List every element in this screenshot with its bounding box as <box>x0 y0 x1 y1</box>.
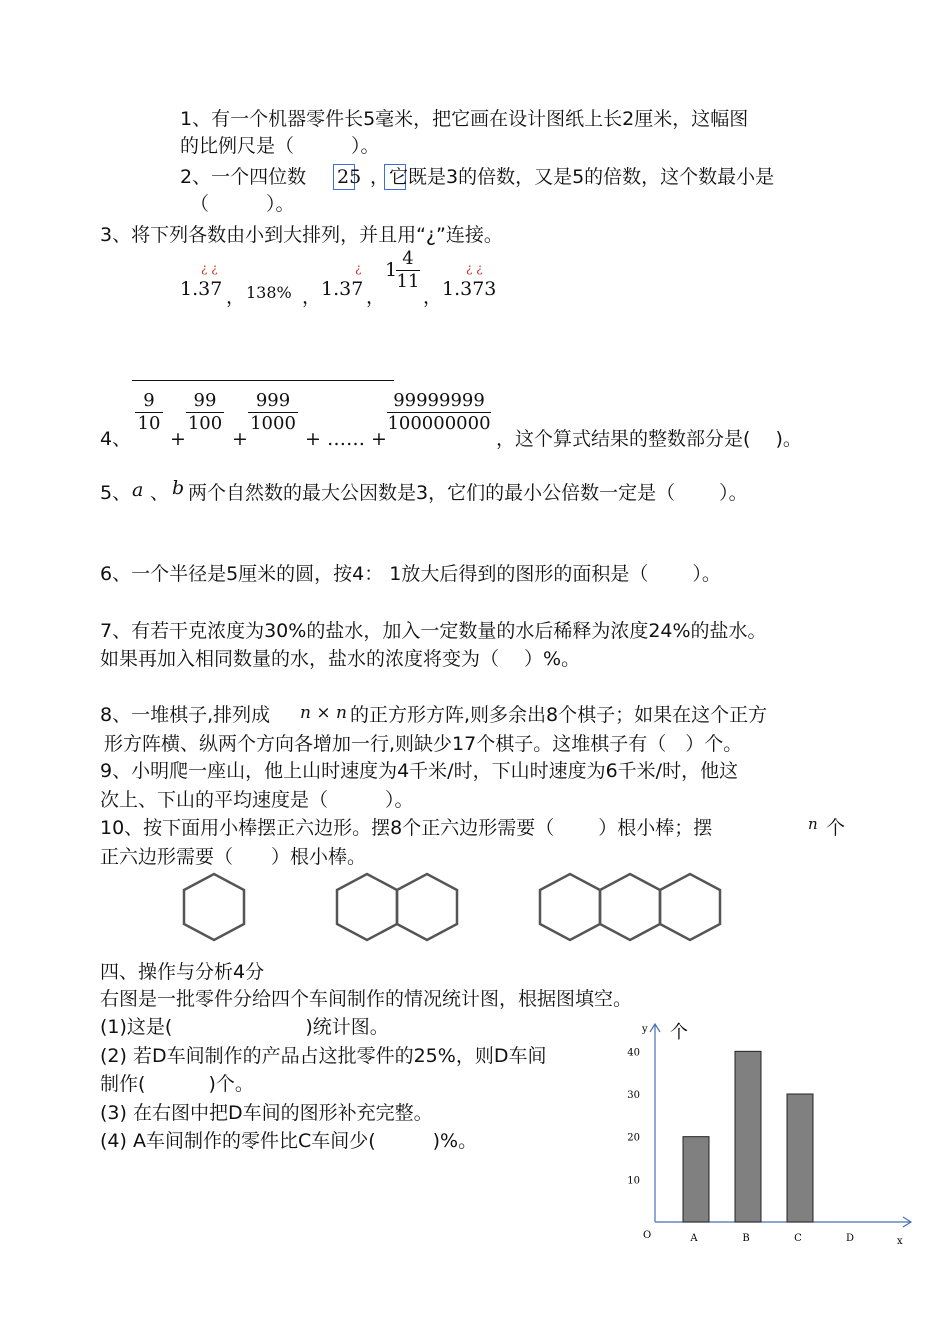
q4-frac-3 <box>248 390 298 435</box>
answer-line <box>132 380 394 381</box>
q3-item3: 1.37 <box>321 278 364 300</box>
q5-sep: 、 <box>150 482 170 504</box>
q3-mixed-den: 11 <box>396 271 420 292</box>
y-tick-label: 10 <box>627 1175 640 1187</box>
x-tick-label: B <box>742 1233 750 1244</box>
q3-item4-dots: ¿ ¿ <box>466 261 483 275</box>
section4-title: 四、操作与分析4分 <box>100 961 265 983</box>
q4-frac-2 <box>186 390 224 435</box>
section4-s1: (1)这是( )统计图。 <box>100 1016 389 1038</box>
hexagon-2b <box>397 874 457 940</box>
q3-mixed-num: 4 <box>402 248 414 269</box>
q8-suffix: 的正方形方阵,则多余出8个棋子；如果在这个正方 <box>350 704 768 726</box>
x-tick-label: A <box>690 1233 698 1244</box>
section4-intro: 右图是一批零件分给四个车间制作的情况统计图，根据图填空。 <box>100 988 633 1010</box>
hexagon-figures <box>170 868 730 948</box>
q3-sep2: ， <box>302 286 322 308</box>
q4-label: 4、 <box>100 428 132 450</box>
y-axis-label: y <box>642 1024 648 1035</box>
q4-plus-2: + <box>232 428 248 450</box>
q4-frac-2-den: 100 <box>187 413 223 434</box>
q3-item1-dots: ¿ ¿ <box>201 261 218 275</box>
section4-s4: (4) A车间制作的零件比C车间少( )%。 <box>100 1130 478 1152</box>
origin-label: O <box>643 1230 652 1241</box>
q3-item2: 138% <box>246 283 292 302</box>
q4-frac-2-num: 99 <box>193 390 217 411</box>
q3-item1: 1.37 <box>180 278 223 300</box>
x-tick-label: D <box>845 1233 855 1244</box>
section4-s3: (3) 在右图中把D车间的图形补充完整。 <box>100 1102 433 1124</box>
q7-line2: 如果再加入相同数量的水，盐水的浓度将变为（ ）%。 <box>100 648 581 670</box>
q3-item3-dots: ¿ <box>355 261 362 275</box>
q10-line2: 正六边形需要（ ）根小棒。 <box>100 846 367 868</box>
q5-var-b: b <box>172 477 185 499</box>
q9-line2: 次上、下山的平均速度是（ ）。 <box>100 789 414 811</box>
q8-prefix: 8、一堆棋子,排列成 <box>100 704 271 726</box>
q5-text: 两个自然数的最大公因数是3，它们的最小公倍数一定是（ ）。 <box>188 482 748 504</box>
q4-frac-4 <box>387 390 491 435</box>
y-tick-label: 20 <box>627 1132 640 1144</box>
x-axis-label: x <box>897 1236 903 1247</box>
q4-plus-1: + <box>170 428 186 450</box>
y-tick-label: 40 <box>627 1047 640 1059</box>
q9-line1: 9、小明爬一座山，他上山时速度为4千米/时，下山时速度为6千米/时，他这 <box>100 760 739 782</box>
q4-frac-1-num: 9 <box>143 390 155 411</box>
q3-sep1: ， <box>226 286 246 308</box>
hexagon-2a <box>337 874 397 940</box>
q5-label: 5、 <box>100 482 132 504</box>
q7-line1: 7、有若干克浓度为30%的盐水，加入一定数量的水后稀释为浓度24%的盐水。 <box>100 620 767 642</box>
q3-mixed-whole: 1 <box>385 259 398 281</box>
q4-frac-3-num: 999 <box>255 390 291 411</box>
q4-suffix: ，这个算式结果的整数部分是( )。 <box>496 428 802 450</box>
hexagon-3c <box>660 874 720 940</box>
q4-frac-4-num: 99999999 <box>393 390 485 411</box>
q4-frac-4-den: 100000000 <box>387 413 491 434</box>
section4-s2a: (2) 若D车间制作的产品占这批零件的25%，则D车间 <box>100 1045 547 1067</box>
q3-sep4: ， <box>423 286 443 308</box>
q3-text: 3、将下列各数由小到大排列，并且用“¿”连接。 <box>100 224 503 246</box>
q5-var-a: a <box>132 479 144 501</box>
q8-expr: n × n <box>300 703 347 723</box>
q3-sep3: ， <box>366 286 386 308</box>
q2-number: 25 <box>337 166 362 188</box>
y-axis-unit: 个 <box>670 1022 688 1043</box>
q4-frac-3-den: 1000 <box>250 413 296 434</box>
bar-B <box>735 1051 761 1222</box>
q1-line1: 1、有一个机器零件长5毫米，把它画在设计图纸上长2厘米，这幅图 <box>180 108 749 130</box>
q10-prefix: 10、按下面用小棒摆正六边形。摆8个正六边形需要（ ）根小棒；摆 <box>100 817 713 839</box>
y-tick-label: 30 <box>627 1090 640 1101</box>
section4-s2b: 制作( )个。 <box>100 1073 254 1095</box>
bar-C <box>787 1094 813 1222</box>
hexagon-3b <box>600 874 660 940</box>
q6-text: 6、一个半径是5厘米的圆，按4： 1放大后得到的图形的面积是（ ）。 <box>100 563 721 585</box>
q4-frac-1 <box>135 390 163 435</box>
q3-item4: 1.373 <box>442 278 497 300</box>
q1-line2: 的比例尺是（ ）。 <box>180 135 380 157</box>
q10-var-n: n <box>808 815 818 833</box>
q2-suffix: ，它既是3的倍数，又是5的倍数，这个数最小是 <box>370 166 775 188</box>
q3-mixed-fraction <box>396 248 420 293</box>
q10-suffix: 个 <box>826 817 846 839</box>
bar-chart <box>615 1010 925 1250</box>
q8-line2: 形方阵横、纵两个方向各增加一行,则缺少17个棋子。这堆棋子有（ ）个。 <box>104 733 743 755</box>
q2-line2: （ ）。 <box>190 193 295 215</box>
q4-frac-1-den: 10 <box>137 413 161 434</box>
q4-ellipsis: + …… + <box>305 428 387 450</box>
q2-prefix: 2、一个四位数 <box>180 166 307 188</box>
hexagon-1 <box>184 874 244 940</box>
bar-A <box>683 1137 709 1222</box>
hexagon-3a <box>540 874 600 940</box>
x-tick-label: C <box>794 1233 802 1244</box>
